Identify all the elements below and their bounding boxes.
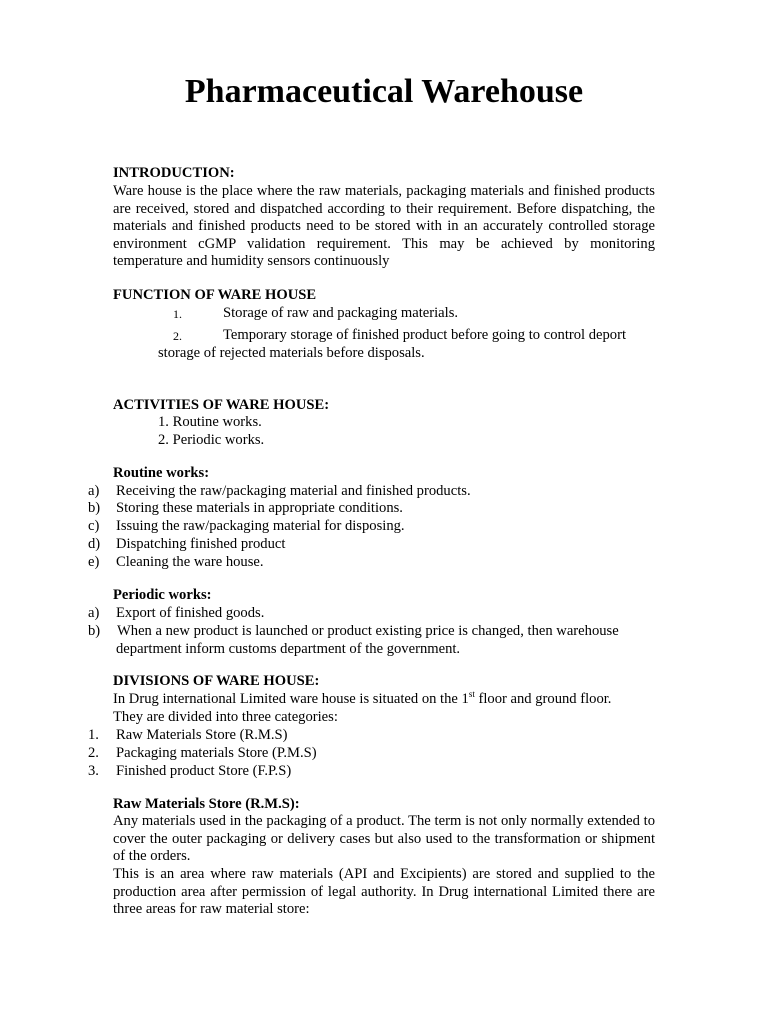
introduction-paragraph: Ware house is the place where the raw materials, packaging materials and finished products are received, stored and dispatched according to their requirement. Before dispatching, the materials and finished products need to be stored with in an accurately controlled storage environment cGMP validation requirement. This may be achieved by monitoring temperature and humidity sensors continuously — [113, 183, 655, 270]
divisions-intro-text: floor and ground floor. — [474, 691, 612, 707]
list-item: Cleaning the ware house. — [116, 554, 264, 570]
rms-paragraph: This is an area where raw materials (API and Excipients) are stored and supplied to the production area after permission of legal authority. In Drug international Limited there are three areas for raw material store: — [113, 866, 655, 918]
list-item: Raw Materials Store (R.M.S) — [116, 727, 288, 743]
function-heading: FUNCTION OF WARE HOUSE — [113, 287, 317, 303]
list-item: When a new product is launched or product existing price is changed, then warehouse — [117, 623, 619, 639]
function-item-text: Storage of raw and packaging materials. — [223, 305, 459, 321]
activities-item: 1. Routine works. — [158, 414, 262, 430]
list-item: Packaging materials Store (P.M.S) — [116, 745, 317, 761]
divisions-intro-text: In Drug international Limited ware house is situated on the 1 — [113, 691, 469, 707]
divisions-intro-line: They are divided into three categories: — [113, 709, 338, 725]
page-title: Pharmaceutical Warehouse — [184, 73, 584, 110]
activities-item: 2. Periodic works. — [158, 432, 265, 448]
list-item: Storing these materials in appropriate conditions. — [116, 500, 403, 516]
rms-heading: Raw Materials Store (R.M.S): — [113, 796, 300, 812]
function-item-continuation: storage of rejected materials before disposals. — [158, 345, 425, 361]
divisions-intro — [113, 691, 611, 709]
list-marker: 3. — [88, 763, 99, 779]
list-item-continuation: department inform customs department of the government. — [116, 641, 461, 657]
list-marker: d) — [88, 536, 101, 552]
list-item: Dispatching finished product — [116, 536, 286, 552]
routine-heading: Routine works: — [113, 465, 210, 481]
list-item: Finished product Store (F.P.S) — [116, 763, 292, 779]
function-item-number: 2. — [173, 329, 182, 343]
list-marker: b) — [88, 500, 101, 516]
function-item-number: 1. — [173, 307, 182, 321]
list-marker: e) — [88, 554, 100, 570]
divisions-heading: DIVISIONS OF WARE HOUSE: — [113, 673, 320, 689]
list-marker: b) — [88, 623, 101, 639]
activities-heading: ACTIVITIES OF WARE HOUSE: — [113, 397, 330, 413]
introduction-heading: INTRODUCTION: — [113, 165, 235, 181]
periodic-heading: Periodic works: — [113, 587, 212, 603]
rms-paragraph: Any materials used in the packaging of a product. The term is not only normally extended to cover the outer packaging or delivery cases but also used to the transformation or shipment of the orders. — [113, 813, 655, 865]
list-marker: a) — [88, 605, 100, 621]
list-marker: c) — [88, 518, 100, 534]
superscript-ordinal: st — [468, 689, 475, 700]
list-marker: a) — [88, 483, 100, 499]
function-item-text: Temporary storage of finished product before going to control deport — [223, 327, 627, 343]
list-item: Issuing the raw/packaging material for disposing. — [116, 518, 405, 534]
list-item: Receiving the raw/packaging material and finished products. — [116, 483, 471, 499]
list-marker: 2. — [88, 745, 99, 761]
list-marker: 1. — [88, 727, 99, 743]
list-item: Export of finished goods. — [116, 605, 265, 621]
